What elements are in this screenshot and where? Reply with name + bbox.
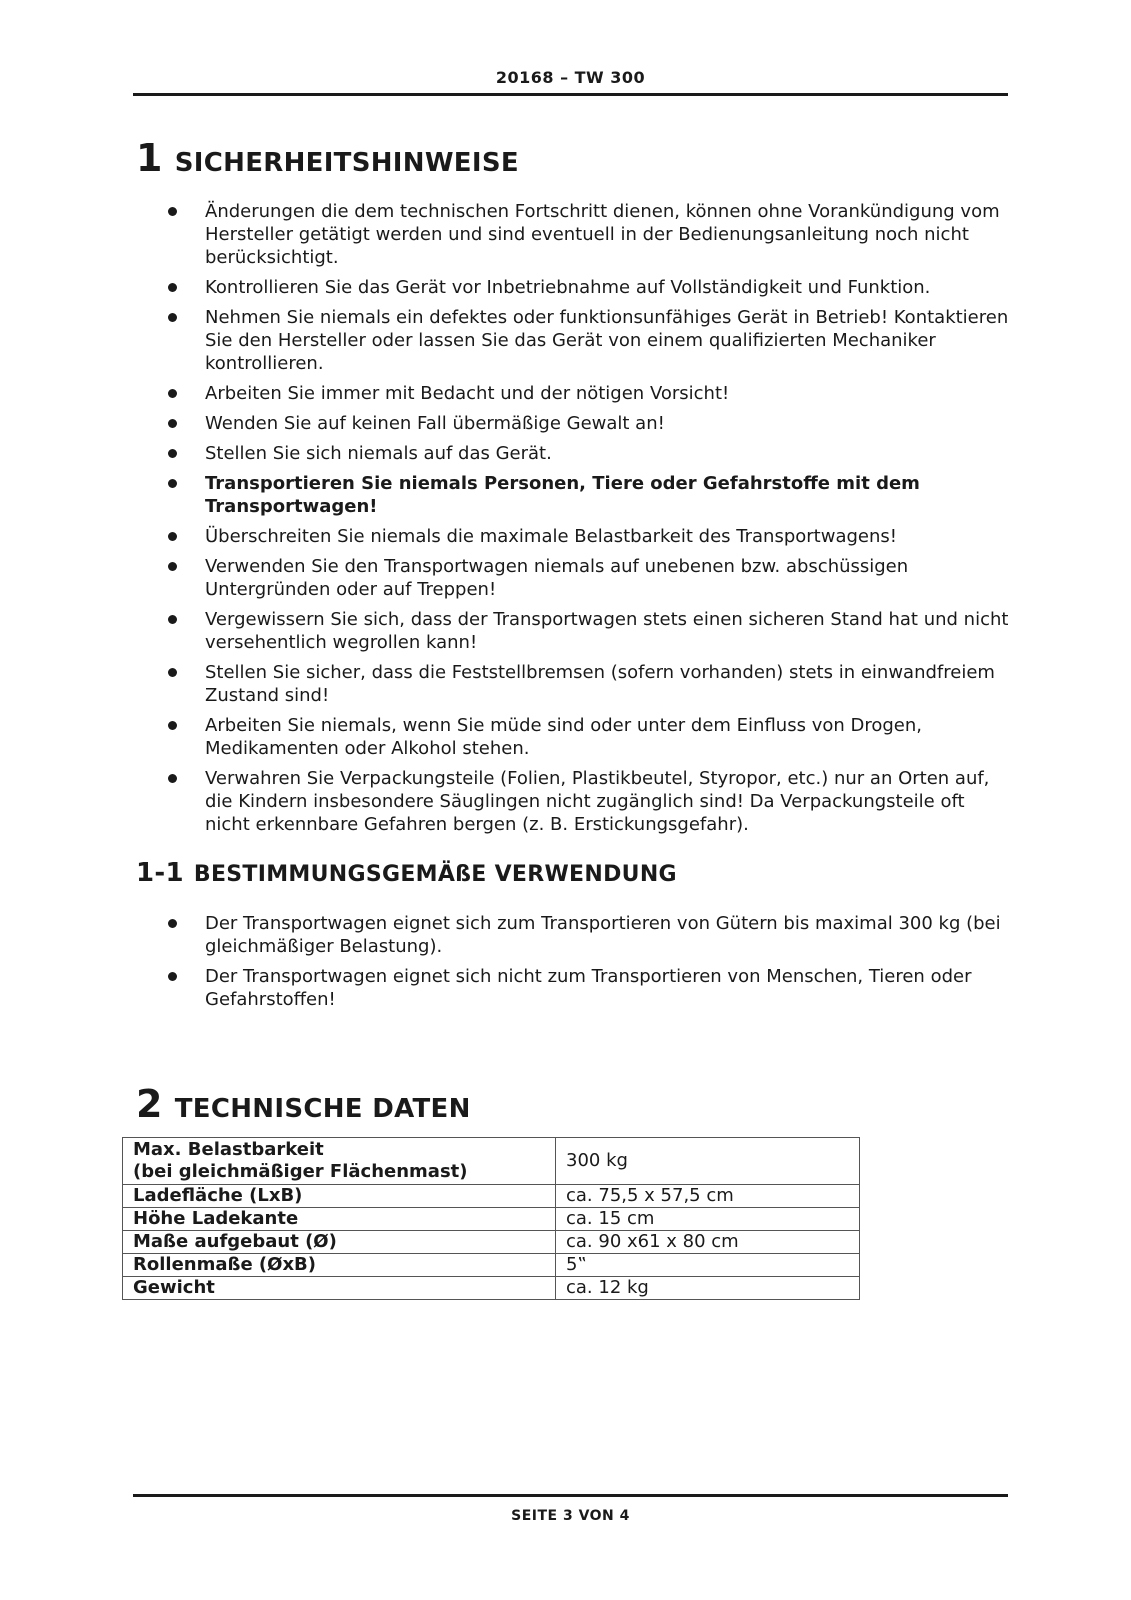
table-cell-value: ca. 90 x61 x 80 cm <box>556 1231 860 1254</box>
page-number: SEITE 3 VON 4 <box>511 1508 630 1524</box>
list-item: Vergewissern Sie sich, dass der Transportwagen stets einen sicheren Stand hat und nicht versehentlich wegrollen kann! <box>164 608 1009 654</box>
header-rule <box>133 93 1008 96</box>
section-1-1-number: 1-1 <box>136 858 184 888</box>
section-2-heading <box>136 1082 471 1126</box>
table-cell-label: Gewicht <box>123 1277 556 1300</box>
table-row <box>123 1231 860 1254</box>
list-item: Nehmen Sie niemals ein defektes oder funktionsunfähiges Gerät in Betrieb! Kontaktieren Sie den Hersteller oder lassen Sie das Gerät von einem qualifizierten Mechaniker kontrollieren. <box>164 306 1009 375</box>
list-item: Wenden Sie auf keinen Fall übermäßige Gewalt an! <box>164 412 1009 435</box>
table-cell-label: Ladefläche (LxB) <box>123 1185 556 1208</box>
list-item-bold: Transportieren Sie niemals Personen, Tiere oder Gefahrstoffe mit dem Transportwagen! <box>164 472 1009 518</box>
list-item: Verwahren Sie Verpackungsteile (Folien, Plastikbeutel, Styropor, etc.) nur an Orten auf, die Kindern insbesondere Säuglingen nicht zugänglich sind! Da Verpackungsteile oft nicht erkennbare Gefahren bergen (z. B. Erstickungsgefahr). <box>164 767 1009 836</box>
table-cell-value: ca. 12 kg <box>556 1277 860 1300</box>
table-cell-value: ca. 15 cm <box>556 1208 860 1231</box>
table-cell-label <box>123 1138 556 1185</box>
table-row <box>123 1208 860 1231</box>
list-item: Verwenden Sie den Transportwagen niemals auf unebenen bzw. abschüssigen Untergründen oder auf Treppen! <box>164 555 1009 601</box>
table-row <box>123 1277 860 1300</box>
list-item: Der Transportwagen eignet sich nicht zum Transportieren von Menschen, Tieren oder Gefahrstoffen! <box>164 965 1009 1011</box>
list-item: Der Transportwagen eignet sich zum Transportieren von Gütern bis maximal 300 kg (bei gleichmäßiger Belastung). <box>164 912 1009 958</box>
table-row <box>123 1185 860 1208</box>
table-cell-label: Rollenmaße (ØxB) <box>123 1254 556 1277</box>
label-line: (bei gleichmäßiger Flächenmast) <box>133 1161 468 1182</box>
technical-data-table <box>122 1137 860 1300</box>
list-item: Arbeiten Sie immer mit Bedacht und der nötigen Vorsicht! <box>164 382 1009 405</box>
safety-notes-list <box>164 200 1009 843</box>
section-1-title: SICHERHEITSHINWEISE <box>174 148 519 178</box>
section-1-number: 1 <box>136 136 163 180</box>
section-1-1-heading <box>136 858 677 888</box>
list-item: Stellen Sie sich niemals auf das Gerät. <box>164 442 1009 465</box>
table-row <box>123 1138 860 1185</box>
footer-rule <box>133 1494 1008 1497</box>
section-1-heading <box>136 136 519 180</box>
label-line: Max. Belastbarkeit <box>133 1139 324 1160</box>
intended-use-list <box>164 912 1009 1018</box>
table-cell-value: ca. 75,5 x 57,5 cm <box>556 1185 860 1208</box>
list-item: Arbeiten Sie niemals, wenn Sie müde sind oder unter dem Einfluss von Drogen, Medikamenten oder Alkohol stehen. <box>164 714 1009 760</box>
list-item: Überschreiten Sie niemals die maximale Belastbarkeit des Transportwagens! <box>164 525 1009 548</box>
table-cell-label: Maße aufgebaut (Ø) <box>123 1231 556 1254</box>
section-1-1-title: BESTIMMUNGSGEMÄßE VERWENDUNG <box>193 862 677 887</box>
table-cell-label: Höhe Ladekante <box>123 1208 556 1231</box>
list-item: Änderungen die dem technischen Fortschritt dienen, können ohne Vorankündigung vom Hersteller getätigt werden und sind eventuell in der Bedienungsanleitung noch nicht berücksichtigt. <box>164 200 1009 269</box>
table-row <box>123 1254 860 1277</box>
document-header-title: 20168 – TW 300 <box>495 68 646 87</box>
section-2-number: 2 <box>136 1082 163 1126</box>
table-cell-value: 5‟ <box>556 1254 860 1277</box>
list-item: Kontrollieren Sie das Gerät vor Inbetriebnahme auf Vollständigkeit und Funktion. <box>164 276 1009 299</box>
list-item: Stellen Sie sicher, dass die Feststellbremsen (sofern vorhanden) stets in einwandfreiem Zustand sind! <box>164 661 1009 707</box>
section-2-title: TECHNISCHE DATEN <box>174 1094 471 1124</box>
table-cell-value: 300 kg <box>556 1138 860 1185</box>
